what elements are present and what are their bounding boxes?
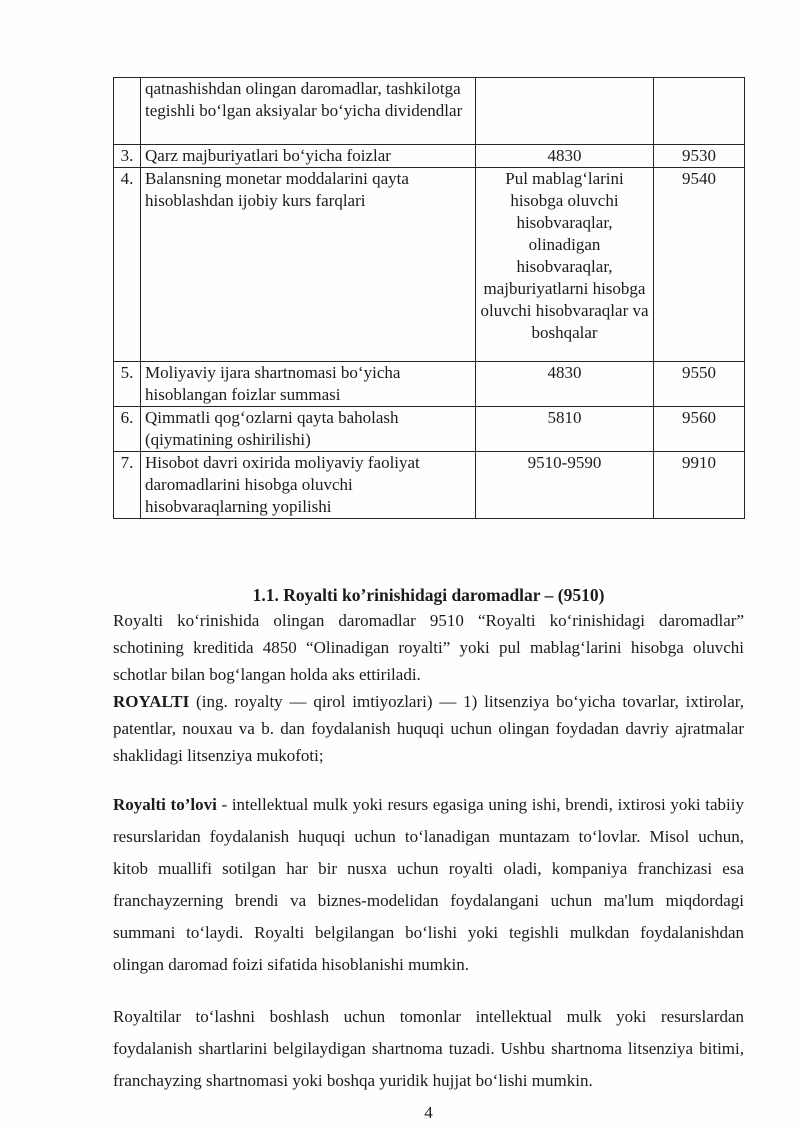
- page-content: [113, 0, 744, 1123]
- paragraph-royalti-definition: [113, 688, 744, 769]
- paragraph-royaltilar-tolash: [113, 1001, 744, 1097]
- cell-account-code: 9550: [654, 362, 745, 407]
- table-row: [114, 145, 745, 168]
- table-row: [114, 78, 745, 145]
- cell-account-code: [654, 78, 745, 145]
- cell-account-code: 9910: [654, 452, 745, 519]
- table-row: [114, 362, 745, 407]
- cell-description: Balansning monetar moddalarini qayta hisoblashdan ijobiy kurs farqlari: [141, 168, 476, 362]
- cell-row-number: 6.: [114, 407, 141, 452]
- cell-description: qatnashishdan olingan daromadlar, tashkilotga tegishli boʻlgan aksiyalar boʻyicha dividendlar: [141, 78, 476, 145]
- cell-account-value: 4830: [476, 145, 654, 168]
- cell-account-code: 9560: [654, 407, 745, 452]
- paragraph-text: (ing. royalty — qirol imtiyozlari) — 1) litsenziya boʻyicha tovarlar, ixtirolar, patentlar, nouxau va b. dan foydalanish huquqi uchun olingan foydadan davriy ajratmalar shaklidagi litsenziya mukofoti;: [113, 692, 744, 765]
- cell-account-value: [476, 78, 654, 145]
- table-row: [114, 407, 745, 452]
- table-row: [114, 452, 745, 519]
- cell-description: Qimmatli qogʻozlarni qayta baholash (qiymatining oshirilishi): [141, 407, 476, 452]
- cell-row-number: 7.: [114, 452, 141, 519]
- paragraph-text: Royalti koʻrinishida olingan daromadlar 9510 “Royalti koʻrinishidagi daromadlar” schotining kreditida 4850 “Olinadigan royalti” yoki pul mablagʻlarini hisobga oluvchi schotlar bilan bogʻlangan holda aks ettiriladi.: [113, 611, 744, 684]
- cell-account-value: 9510-9590: [476, 452, 654, 519]
- cell-account-code: 9530: [654, 145, 745, 168]
- cell-account-value: Pul mablagʻlarini hisobga oluvchi hisobvaraqlar, olinadigan hisobvaraqlar, majburiyatlarni hisobga oluvchi hisobvaraqlar va boshqalar: [476, 168, 654, 362]
- cell-row-number: [114, 78, 141, 145]
- paragraph-text: Royaltilar toʻlashni boshlash uchun tomonlar intellektual mulk yoki resurslardan foydalanish shartlarini belgilaydigan shartnoma tuzadi. Ushbu shartnoma litsenziya bitimi, franchayzing shartnomasi yoki boshqa yuridik hujjat boʻlishi mumkin.: [113, 1007, 744, 1090]
- paragraph-lead-bold: ROYALTI: [113, 692, 190, 711]
- cell-account-value: 5810: [476, 407, 654, 452]
- paragraph-royalti-intro: [113, 607, 744, 688]
- paragraph-lead-bold: Royalti to’lovi: [113, 795, 217, 814]
- cell-row-number: 5.: [114, 362, 141, 407]
- section-heading: 1.1. Royalti ko’rinishidagi daromadlar – (9510): [252, 585, 605, 605]
- cell-row-number: 3.: [114, 145, 141, 168]
- table-row: [114, 168, 745, 362]
- paragraph-text: - intellektual mulk yoki resurs egasiga uning ishi, brendi, ixtirosi yoki tabiiy resurslaridan foydalanish huquqi uchun toʻlanadigan muntazam toʻlovlar. Misol uchun, kitob muallifi sotilgan har bir nusxa uchun royalti oladi, kompaniya franchizasi esa franchayzerning brendi va biznes-modelidan foydalangani uchun ma'lum miqdordagi summani toʻlaydi. Royalti belgilangan boʻlishi yoki tegishli mulkdan foydalanishdan olingan daromad foizi sifatida hisoblanishi mumkin.: [113, 795, 745, 974]
- paragraph-royalti-tolovi: [113, 789, 744, 981]
- cell-description: Qarz majburiyatlari boʻyicha foizlar: [141, 145, 476, 168]
- cell-description: Moliyaviy ijara shartnomasi boʻyicha hisoblangan foizlar summasi: [141, 362, 476, 407]
- cell-row-number: 4.: [114, 168, 141, 362]
- accounts-table: [113, 77, 745, 519]
- cell-description: Hisobot davri oxirida moliyaviy faoliyat daromadlarini hisobga oluvchi hisobvaraqlarning yopilishi: [141, 452, 476, 519]
- cell-account-code: 9540: [654, 168, 745, 362]
- cell-account-value: 4830: [476, 362, 654, 407]
- page-number: 4: [424, 1103, 433, 1122]
